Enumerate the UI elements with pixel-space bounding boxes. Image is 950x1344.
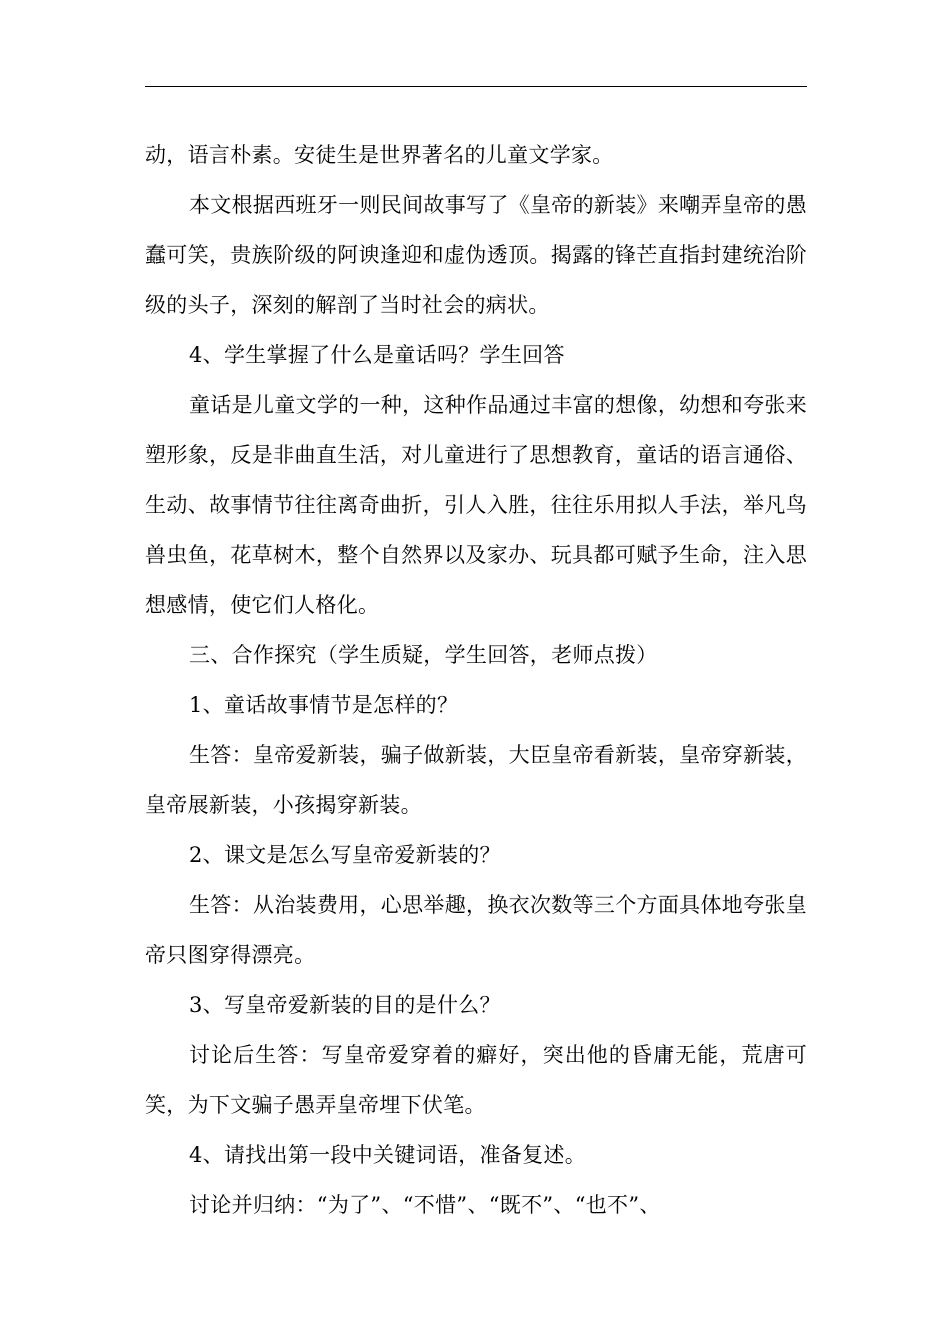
question-3: 3、写皇帝爱新装的目的是什么？ (189, 993, 501, 1017)
question-2: 2、课文是怎么写皇帝爱新装的？ (189, 843, 501, 867)
question-1: 1、童话故事情节是怎样的？ (189, 693, 459, 717)
paragraph-author-intro-end: 动，语言朴素。安徒生是世界著名的儿童文学家。 (145, 143, 614, 167)
question-fairy-tale: 4、学生掌握了什么是童话吗？学生回答 (189, 343, 565, 367)
answer-1: 生答：皇帝爱新装，骗子做新装，大臣皇帝看新装，皇帝穿新装，皇帝展新装，小孩揭穿新装。 (145, 743, 807, 817)
paragraph-fairy-tale-definition: 童话是儿童文学的一种，这种作品通过丰富的想像，幼想和夸张来塑形象，反是非曲直生活，对儿童进行了思想教育，童话的语言通俗、生动、故事情节往往离奇曲折，引人入胜，往往乐用拟人手法，举凡鸟兽虫鱼，花草树木，整个自然界以及家办、玩具都可赋予生命，注入思想感情，使它们人格化。 (145, 393, 807, 617)
answer-3: 讨论后生答：写皇帝爱穿着的癖好，突出他的昏庸无能，荒唐可笑，为下文骗子愚弄皇帝埋下伏笔。 (145, 1043, 807, 1117)
answer-4: 讨论并归纳：“为了”、“不惜”、“既不”、“也不”、 (189, 1193, 661, 1217)
paragraph-text-summary: 本文根据西班牙一则民间故事写了《皇帝的新装》来嘲弄皇帝的愚蠢可笑，贵族阶级的阿谀逢迎和虚伪透顶。揭露的锋芒直指封建统治阶级的头子，深刻的解剖了当时社会的病状。 (145, 193, 807, 317)
document-body (145, 130, 807, 1230)
answer-2: 生答：从治装费用，心思举趣，换衣次数等三个方面具体地夸张皇帝只图穿得漂亮。 (145, 893, 807, 967)
question-4: 4、请找出第一段中关键词语，准备复述。 (189, 1143, 587, 1167)
section-heading-cooperative-inquiry: 三、合作探究（学生质疑，学生回答，老师点拨） (189, 643, 658, 667)
header-rule (145, 86, 807, 87)
